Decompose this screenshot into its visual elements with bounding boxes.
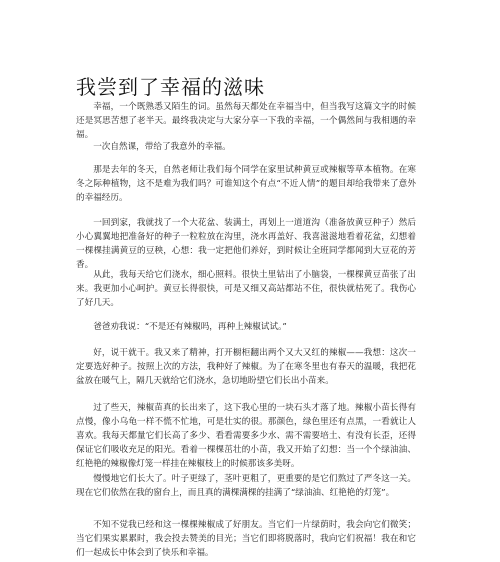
document-title: 我尝到了幸福的滋味 bbox=[76, 75, 265, 100]
paragraph-3: 那是去年的冬天，自然老师让我们每个同学在家里试种黄豆或辣椒等草本植物。在寒冬之际种植物，这不是难为我们吗？可谁知这个有点“不近人情”的题目却给我带来了意外的幸福经历。 bbox=[76, 165, 416, 203]
paragraph-2: 一次自然课，带给了我意外的幸福。 bbox=[93, 142, 231, 152]
paragraph-4: 一回到家，我就找了一个大花盆、装满土，再划上一道道沟（准备放黄豆种子）然后小心翼翼地把准备好的种子一粒粒放在沟里，浇水再盖好、我喜滋滋地看着花盆，幻想着一棵棵挂满黄豆的豆秧，心想：我一定把他们养好，到时候让全班同学都闻到大豆花的芳香。 bbox=[76, 218, 416, 270]
paragraph-10: 不知不觉我已经和这一棵棵辣椒成了好朋友。当它们一片绿荫时，我会向它们微笑；当它们果实累累时，我会投去赞美的目光；当它们即将脱落时，我向它们祝福！我在和它们一起成长中体会到了快乐和幸福。 bbox=[76, 520, 416, 558]
paragraph-9: 慢慢地它们长大了。叶子更绿了，茎叶更粗了，更重要的是它们熬过了严冬这一关。现在它们依然在我的窗台上，而且真的满棵满棵的挂满了“绿油油、红艳艳的灯笼”。 bbox=[76, 474, 416, 498]
paragraph-6: 爸爸劝我说：“不是还有辣椒吗，再种上辣椒试试。” bbox=[93, 322, 287, 332]
paragraph-7: 好，说干就干。我又来了精神，打开橱柜翻出两个又大又红的辣椒——我想：这次一定要选好种子。按照上次的方法，我种好了辣椒。为了在寒冬里也有春天的温暖，我把花盆放在暖气上，隔几天就给它们浇水，急切地盼望它们长出小苗来。 bbox=[76, 348, 416, 386]
paragraph-5: 从此，我每天给它们浇水，细心照料。很快土里钻出了小脑袋，一棵棵黄豆苗张了出来。我更加小心呵护。黄豆长得很快，可是又细又高站都站不住，很快就枯死了。我伤心了好几天。 bbox=[76, 270, 416, 308]
paragraph-1: 幸福，一个既熟悉又陌生的词。虽然每天都处在幸福当中，但当我写这篇文字的时候还是冥思苦想了老半天。最终我决定与大家分享一下我的幸福，一个偶然间与我相遇的幸福。 bbox=[76, 102, 416, 140]
paragraph-8: 过了些天，辣椒苗真的长出来了，这下我心里的一块石头才落了地。辣椒小苗长得有点慢，像小乌龟一样不慌不忙地，可是壮实的很。那颜色，绿色里还有点黑，一看就让人喜欢。我每天都量它们长高了多少、看看需要多少水、需不需要培土、有没有长歪，还得保证它们吸收充足的阳光。看着一棵棵茁壮的小苗，我又开始了幻想：当一个个绿油油、红艳艳的辣椒像灯笼一样挂在辣椒枝上的时候那该多美呀。 bbox=[76, 403, 416, 469]
